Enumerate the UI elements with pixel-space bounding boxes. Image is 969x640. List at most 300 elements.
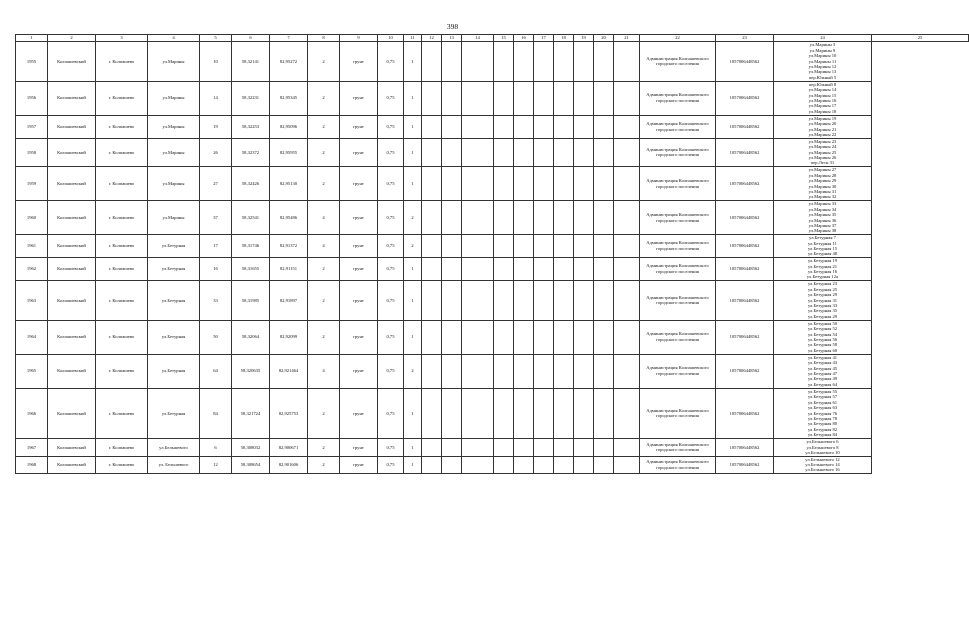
empty-cell <box>614 258 640 281</box>
empty-cell <box>594 235 614 258</box>
empty-cell <box>494 167 514 201</box>
empty-cell <box>554 235 574 258</box>
cell-lon: 82,91151 <box>270 258 308 281</box>
empty-cell <box>574 81 594 115</box>
cell-street: ул.Бетурная <box>148 388 200 439</box>
empty-cell <box>422 439 442 457</box>
cell-settlement: г. Колпашево <box>96 201 148 235</box>
empty-cell <box>462 258 494 281</box>
cell-lat: 58,31985 <box>232 281 270 321</box>
cell-owner: Администрация Колпашевского городского поселения <box>640 439 716 457</box>
cell-district: Колпашевский <box>48 354 96 388</box>
cell-house: 10 <box>200 42 232 82</box>
cell-count: 1 <box>404 320 422 354</box>
address-line: ул.Бетурная 63 <box>807 405 838 411</box>
address-line: ул.Марины 19 <box>808 115 837 121</box>
address-line: ул.Марины 13 <box>808 69 837 75</box>
column-number: 25 <box>872 35 969 42</box>
address-line: ул.Бельшевого 10 <box>805 449 840 455</box>
address-line: ул.Бетурная 45 <box>807 365 838 371</box>
empty-cell <box>442 115 462 138</box>
empty-cell <box>574 115 594 138</box>
empty-cell <box>614 354 640 388</box>
empty-cell <box>514 167 534 201</box>
cell-area: 0,75 <box>378 138 404 167</box>
cell-street: ул.Бетурная <box>148 281 200 321</box>
table-row <box>16 439 969 457</box>
address-line: ул.Бетурная 56 <box>807 337 838 342</box>
address-line: ул.Бетурная 25 <box>807 286 838 292</box>
empty-cell <box>494 201 514 235</box>
cell-count: 1 <box>404 388 422 439</box>
empty-cell <box>594 81 614 115</box>
empty-cell <box>514 81 534 115</box>
empty-cell <box>614 81 640 115</box>
cell-house: 12 <box>200 456 232 474</box>
header-row <box>16 35 969 42</box>
empty-cell <box>554 354 574 388</box>
empty-cell <box>462 115 494 138</box>
column-number: 20 <box>594 35 614 42</box>
column-number: 11 <box>404 35 422 42</box>
cell-area: 0,75 <box>378 81 404 115</box>
cell-c8: 2 <box>308 258 340 281</box>
empty-cell <box>514 235 534 258</box>
address-line: ул.Бетурная 47 <box>807 371 838 376</box>
column-number: 10 <box>378 35 404 42</box>
cell-house: 64 <box>200 354 232 388</box>
cell-surface: грунт <box>340 354 378 388</box>
cell-lon: 82,901606 <box>270 456 308 474</box>
cell-house: 26 <box>200 138 232 167</box>
cell-lon: 82,91897 <box>270 281 308 321</box>
cell-no: 1967 <box>16 439 48 457</box>
empty-cell <box>422 354 442 388</box>
cell-street: ул.Марины <box>148 167 200 201</box>
cell-street: ул.Марины <box>148 42 200 82</box>
cell-count: 1 <box>404 115 422 138</box>
empty-cell <box>534 235 554 258</box>
cell-lon: 82,91372 <box>270 235 308 258</box>
address-line: ул.Бетурная 76 <box>807 410 838 416</box>
empty-cell <box>574 354 594 388</box>
cell-surface: грунт <box>340 167 378 201</box>
cell-addresses <box>774 320 872 354</box>
cell-surface: грунт <box>340 456 378 474</box>
address-line: ул.Бетурная 49 <box>807 376 838 382</box>
cell-house: 16 <box>200 258 232 281</box>
empty-cell <box>442 456 462 474</box>
empty-cell <box>462 138 494 167</box>
empty-cell <box>594 388 614 439</box>
cell-c8: 2 <box>308 138 340 167</box>
column-number: 9 <box>340 35 378 42</box>
cell-street: ул. Бельшевого <box>148 456 200 474</box>
cell-no: 1960 <box>16 201 48 235</box>
empty-cell <box>614 456 640 474</box>
cell-addresses <box>774 439 872 457</box>
cell-settlement: г. Колпашево <box>96 281 148 321</box>
empty-cell <box>494 42 514 82</box>
empty-cell <box>442 281 462 321</box>
cell-owner: Администрация Колпашевского городского поселения <box>640 81 716 115</box>
cell-lat: 58,32541 <box>232 201 270 235</box>
cell-surface: грунт <box>340 115 378 138</box>
cell-surface: грунт <box>340 281 378 321</box>
address-line: ул.Бетурная 15 <box>807 246 838 251</box>
address-line: ул.Марины 18 <box>808 108 837 114</box>
cell-addresses <box>774 42 872 82</box>
cell-no: 1963 <box>16 281 48 321</box>
cell-house: 27 <box>200 167 232 201</box>
cell-lat: 58,32426 <box>232 167 270 201</box>
column-number: 7 <box>270 35 308 42</box>
cell-district: Колпашевский <box>48 258 96 281</box>
table-row <box>16 81 969 115</box>
empty-cell <box>422 201 442 235</box>
empty-cell <box>554 320 574 354</box>
table-row <box>16 138 969 167</box>
empty-cell <box>462 42 494 82</box>
address-line: ул.Марины 26 <box>808 154 837 160</box>
cell-house: 14 <box>200 81 232 115</box>
cell-house: 50 <box>200 320 232 354</box>
cell-no: 1957 <box>16 115 48 138</box>
column-number: 22 <box>640 35 716 42</box>
address-line: ул.Бетурная 11 <box>808 240 837 246</box>
cell-ogrn: 1057006448562 <box>716 258 774 281</box>
empty-cell <box>534 281 554 321</box>
empty-cell <box>554 388 574 439</box>
empty-cell <box>462 81 494 115</box>
cell-addresses <box>774 201 872 235</box>
address-line: пер.Южный 8 <box>808 81 837 87</box>
cell-c8: 2 <box>308 81 340 115</box>
address-line: ул.Бетурная 12а <box>806 274 839 280</box>
address-line: ул.Бетурная 58 <box>807 342 838 348</box>
cell-surface: грунт <box>340 138 378 167</box>
cell-surface: грунт <box>340 258 378 281</box>
cell-surface: грунт <box>340 235 378 258</box>
cell-lon: 82,95486 <box>270 201 308 235</box>
cell-district: Колпашевский <box>48 201 96 235</box>
address-line: ул.Бетурная 54 <box>807 331 838 337</box>
address-line: ул.Бетурная 23 <box>807 281 838 287</box>
address-line: ул.Марины 34 <box>808 206 837 212</box>
cell-lat: 58,321724 <box>232 388 270 439</box>
table-row <box>16 281 969 321</box>
address-line: ул.Бетурная 48 <box>807 251 838 257</box>
empty-cell <box>614 138 640 167</box>
cell-lon: 82,95130 <box>270 167 308 201</box>
empty-cell <box>534 201 554 235</box>
cell-owner: Администрация Колпашевского городского поселения <box>640 320 716 354</box>
cell-lat: 58,32064 <box>232 320 270 354</box>
cell-settlement: г. Колпашево <box>96 354 148 388</box>
cell-addresses <box>774 138 872 167</box>
empty-cell <box>574 388 594 439</box>
address-line: ул.Марины 3 <box>809 42 836 48</box>
address-line: ул.Марины 27 <box>808 167 837 173</box>
address-line: ул.Бетурная 41 <box>807 354 838 360</box>
column-number: 14 <box>462 35 494 42</box>
address-line: ул.Бетурная 61 <box>807 399 838 405</box>
address-line: ул.Марины 32 <box>808 194 837 200</box>
empty-cell <box>494 138 514 167</box>
address-line: ул.Марины 15 <box>808 92 837 98</box>
cell-c8: 2 <box>308 115 340 138</box>
empty-cell <box>514 320 534 354</box>
cell-area: 0,75 <box>378 167 404 201</box>
address-line: ул.Бетурная 21 <box>807 263 838 269</box>
empty-cell <box>614 439 640 457</box>
empty-cell <box>422 42 442 82</box>
cell-house: 17 <box>200 235 232 258</box>
column-number: 8 <box>308 35 340 42</box>
cell-area: 0,75 <box>378 258 404 281</box>
address-line: ул.Бельшевого 12 <box>805 456 840 462</box>
cell-district: Колпашевский <box>48 115 96 138</box>
address-line: пер.Лесн 31 <box>810 160 835 166</box>
cell-ogrn: 1057006448562 <box>716 388 774 439</box>
empty-cell <box>494 388 514 439</box>
address-line: ул.Марины 21 <box>808 126 837 132</box>
address-line: ул.Марины 25 <box>808 149 837 155</box>
empty-cell <box>534 456 554 474</box>
address-line: ул.Бетурная 80 <box>807 421 838 427</box>
empty-cell <box>614 235 640 258</box>
empty-cell <box>422 138 442 167</box>
cell-area: 0,75 <box>378 354 404 388</box>
cell-settlement: г. Колпашево <box>96 42 148 82</box>
empty-cell <box>462 354 494 388</box>
empty-cell <box>594 354 614 388</box>
cell-ogrn: 1057006448562 <box>716 81 774 115</box>
empty-cell <box>534 258 554 281</box>
cell-c8: 4 <box>308 235 340 258</box>
address-line: ул.Марины 30 <box>808 183 837 189</box>
empty-cell <box>574 138 594 167</box>
cell-c8: 2 <box>308 388 340 439</box>
cell-c8: 4 <box>308 201 340 235</box>
address-line: ул.Бетурная 7 <box>809 235 836 241</box>
cell-district: Колпашевский <box>48 320 96 354</box>
cell-owner: Администрация Колпашевского городского поселения <box>640 354 716 388</box>
address-line: ул.Марины 17 <box>808 103 837 109</box>
cell-district: Колпашевский <box>48 235 96 258</box>
address-line: ул.Бетурная 29 <box>807 292 838 298</box>
address-line: ул.Марины 10 <box>808 53 837 59</box>
empty-cell <box>594 439 614 457</box>
cell-c8: 2 <box>308 439 340 457</box>
empty-cell <box>462 439 494 457</box>
table-row <box>16 115 969 138</box>
empty-cell <box>462 235 494 258</box>
cell-owner: Администрация Колпашевского городского поселения <box>640 138 716 167</box>
cell-district: Колпашевский <box>48 167 96 201</box>
cell-no: 1958 <box>16 138 48 167</box>
cell-owner: Администрация Колпашевского городского поселения <box>640 42 716 82</box>
cell-count: 1 <box>404 456 422 474</box>
column-number: 13 <box>442 35 462 42</box>
address-line: ул.Бетурная 57 <box>807 394 838 400</box>
empty-cell <box>534 81 554 115</box>
cell-settlement: г. Колпашево <box>96 138 148 167</box>
cell-count: 1 <box>404 81 422 115</box>
table-row <box>16 201 969 235</box>
cell-ogrn: 1057006448562 <box>716 167 774 201</box>
empty-cell <box>494 439 514 457</box>
cell-ogrn: 1057006448562 <box>716 42 774 82</box>
empty-cell <box>594 281 614 321</box>
empty-cell <box>574 42 594 82</box>
cell-count: 1 <box>404 138 422 167</box>
column-number: 5 <box>200 35 232 42</box>
address-line: ул.Марины 29 <box>808 178 837 184</box>
address-line: ул.Марины 12 <box>808 63 837 69</box>
empty-cell <box>534 115 554 138</box>
cell-house: 19 <box>200 115 232 138</box>
empty-cell <box>614 388 640 439</box>
cell-c8: 4 <box>308 354 340 388</box>
empty-cell <box>534 354 554 388</box>
cell-settlement: г. Колпашево <box>96 167 148 201</box>
cell-ogrn: 1057006448562 <box>716 456 774 474</box>
empty-cell <box>442 258 462 281</box>
cell-lon: 82,92099 <box>270 320 308 354</box>
address-line: ул.Марины 9 <box>809 47 836 53</box>
address-line: ул.Марины 14 <box>808 87 837 93</box>
empty-cell <box>514 115 534 138</box>
empty-cell <box>574 281 594 321</box>
empty-cell <box>534 388 554 439</box>
cell-lat: 58,308032 <box>232 439 270 457</box>
cell-count: 1 <box>404 167 422 201</box>
address-line: пер.Южный 5 <box>808 74 837 80</box>
empty-cell <box>614 42 640 82</box>
empty-cell <box>554 439 574 457</box>
empty-cell <box>594 42 614 82</box>
cell-street: ул.Бетурная <box>148 320 200 354</box>
empty-cell <box>422 258 442 281</box>
cell-no: 1955 <box>16 42 48 82</box>
cell-addresses <box>774 456 872 474</box>
cell-district: Колпашевский <box>48 388 96 439</box>
cell-addresses <box>774 281 872 321</box>
cell-area: 0,75 <box>378 115 404 138</box>
empty-cell <box>594 258 614 281</box>
cell-count: 1 <box>404 42 422 82</box>
empty-cell <box>614 320 640 354</box>
cell-lat: 58,31655 <box>232 258 270 281</box>
cell-settlement: г. Колпашево <box>96 439 148 457</box>
column-number: 17 <box>534 35 554 42</box>
address-line: ул.Марины 24 <box>808 144 837 150</box>
table-row <box>16 42 969 82</box>
empty-cell <box>574 201 594 235</box>
cell-no: 1965 <box>16 354 48 388</box>
empty-cell <box>554 456 574 474</box>
cell-ogrn: 1057006448562 <box>716 354 774 388</box>
cell-addresses <box>774 81 872 115</box>
cell-street: ул.Марины <box>148 81 200 115</box>
address-line: ул.Бетурная 55 <box>807 388 838 394</box>
cell-count: 2 <box>404 201 422 235</box>
table-row <box>16 167 969 201</box>
cell-district: Колпашевский <box>48 281 96 321</box>
cell-owner: Администрация Колпашевского городского поселения <box>640 388 716 439</box>
empty-cell <box>462 281 494 321</box>
empty-cell <box>462 388 494 439</box>
empty-cell <box>594 138 614 167</box>
address-line: ул.Марины 31 <box>808 188 837 194</box>
cell-lat: 58,320635 <box>232 354 270 388</box>
cell-lat: 58,32231 <box>232 81 270 115</box>
empty-cell <box>574 235 594 258</box>
empty-cell <box>442 201 462 235</box>
column-number: 18 <box>554 35 574 42</box>
empty-cell <box>554 201 574 235</box>
empty-cell <box>514 281 534 321</box>
empty-cell <box>462 201 494 235</box>
empty-cell <box>514 439 534 457</box>
cell-lat: 58,308654 <box>232 456 270 474</box>
address-line: ул.Марины 36 <box>808 217 837 223</box>
empty-cell <box>554 258 574 281</box>
table-row <box>16 320 969 354</box>
empty-cell <box>554 167 574 201</box>
empty-cell <box>514 258 534 281</box>
empty-cell <box>442 42 462 82</box>
empty-cell <box>554 115 574 138</box>
empty-cell <box>422 281 442 321</box>
empty-cell <box>534 320 554 354</box>
empty-cell <box>594 201 614 235</box>
empty-cell <box>514 456 534 474</box>
cell-surface: грунт <box>340 439 378 457</box>
cell-ogrn: 1057006448562 <box>716 138 774 167</box>
cell-settlement: г. Колпашево <box>96 320 148 354</box>
cell-c8: 2 <box>308 42 340 82</box>
cell-count: 2 <box>404 235 422 258</box>
cell-street: ул.Бетурная <box>148 235 200 258</box>
cell-addresses <box>774 258 872 281</box>
cell-c8: 2 <box>308 456 340 474</box>
empty-cell <box>614 167 640 201</box>
address-line: ул.Бетурная 33 <box>807 302 838 308</box>
address-line: ул.Бельшевого 14 <box>805 462 840 468</box>
empty-cell <box>554 81 574 115</box>
cell-area: 0,75 <box>378 320 404 354</box>
empty-cell <box>594 320 614 354</box>
cell-area: 0,75 <box>378 439 404 457</box>
cell-settlement: г. Колпашево <box>96 81 148 115</box>
cell-ogrn: 1057006448562 <box>716 115 774 138</box>
cell-district: Колпашевский <box>48 42 96 82</box>
empty-cell <box>614 281 640 321</box>
empty-cell <box>534 439 554 457</box>
empty-cell <box>574 439 594 457</box>
empty-cell <box>494 281 514 321</box>
empty-cell <box>422 456 442 474</box>
empty-cell <box>494 235 514 258</box>
cell-surface: грунт <box>340 388 378 439</box>
empty-cell <box>514 354 534 388</box>
empty-cell <box>442 235 462 258</box>
empty-cell <box>422 320 442 354</box>
empty-cell <box>422 115 442 138</box>
empty-cell <box>442 81 462 115</box>
